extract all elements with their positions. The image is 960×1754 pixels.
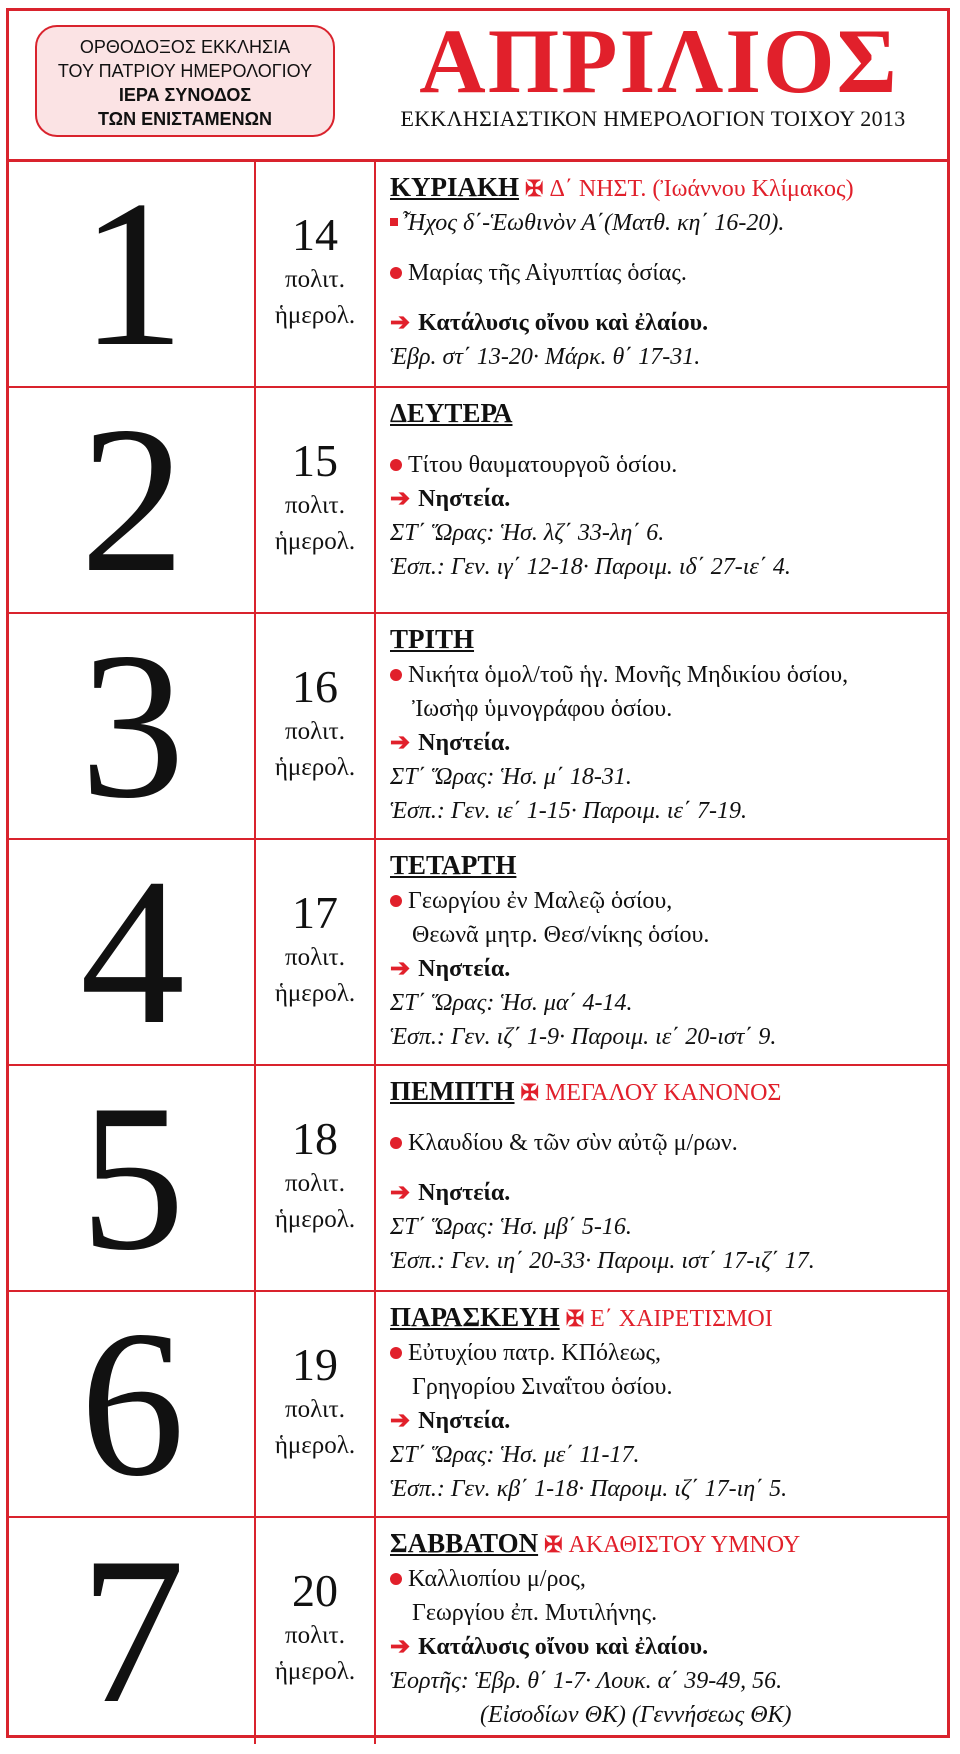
- day-number: 1: [80, 158, 185, 390]
- calendar-label: ἡμερολ.: [274, 1658, 356, 1685]
- vespers-reading: Ἑσπ.: Γεν. ιη΄ 20-33· Παροιμ. ιστ΄ 17-ιζ΄ 17.: [390, 1248, 815, 1274]
- arrow-icon: ➔: [390, 1180, 411, 1206]
- day-heading: [390, 1074, 950, 1110]
- cross-icon: ✠: [525, 176, 544, 201]
- synod-line-2: ΤΟΥ ΠΑΤΡΙΟΥ ΗΜΕΡΟΛΟΓΙΟΥ: [57, 61, 313, 81]
- day-details: [390, 170, 950, 374]
- calendar-subtitle: ΕΚΚΛΗΣΙΑΣΤΙΚΟΝ ΗΜΕΡΟΛΟΓΙΟΝ ΤΟΙΧΟΥ 2013: [400, 106, 906, 131]
- day-heading: [390, 848, 950, 884]
- vespers-reading: Ἑσπ.: Γεν. ιε΄ 1-15· Παροιμ. ιε΄ 7-19.: [390, 798, 747, 824]
- cross-icon: ✠: [544, 1532, 563, 1557]
- weekday-name: ΚΥΡΙΑΚΗ: [390, 172, 520, 202]
- red-dot-icon: [390, 1137, 402, 1149]
- cross-icon: ✠: [565, 1306, 585, 1331]
- saint-line: Μαρίας τῆς Αἰγυπτίας ὁσίας.: [390, 256, 950, 290]
- arrow-icon: ➔: [390, 730, 411, 756]
- weekday-name: ΔΕΥΤΕΡΑ: [390, 398, 513, 428]
- civil-label: πολιτ.: [285, 944, 345, 971]
- calendar-label: ἡμερολ.: [274, 980, 356, 1007]
- calendar-label: ἡμερολ.: [274, 1206, 356, 1233]
- arrow-icon: ➔: [390, 486, 411, 512]
- fasting-line: ➔ Νηστεία.: [390, 1408, 511, 1434]
- day-number: 7: [80, 1515, 185, 1747]
- old-calendar-date: 20: [292, 1565, 338, 1616]
- tone-line: Ἦχος δ΄-Ἑωθινὸν Α΄(Ματθ. κη΄ 16-20).: [390, 206, 950, 240]
- page-header: [9, 11, 947, 162]
- saint-line: Κλαυδίου & τῶν σὺν αὐτῷ μ/ρων.: [390, 1126, 950, 1160]
- saint-line: Νικήτα ὁμολ/τοῦ ἡγ. Μονῆς Μηδικίου ὁσίου,: [390, 658, 950, 692]
- vespers-reading: Ἑσπ.: Γεν. κβ΄ 1-18· Παροιμ. ιζ΄ 17-ιη΄ 5.: [390, 1476, 788, 1502]
- old-calendar-cell: [256, 162, 376, 386]
- day-number: 6: [80, 1288, 185, 1520]
- fasting-line: ➔ Νηστεία.: [390, 956, 511, 982]
- calendar-label: ἡμερολ.: [274, 528, 356, 555]
- day-row: [9, 384, 947, 616]
- vespers-reading: Ἑσπ.: Γεν. ιγ΄ 12-18· Παροιμ. ιδ΄ 27-ιε΄ 4.: [390, 554, 791, 580]
- old-calendar-date: 17: [292, 887, 338, 938]
- hours-reading: ΣΤ΄ Ὥρας: Ἡσ. μ΄ 18-31.: [390, 764, 632, 790]
- day-number-cell: [9, 1288, 256, 1520]
- arrow-icon: ➔: [390, 956, 411, 982]
- arrow-icon: ➔: [390, 1408, 411, 1434]
- day-number-cell: [9, 384, 256, 616]
- day-heading: [390, 396, 950, 432]
- day-details: [390, 1074, 950, 1278]
- synod-line-4: ΤΩΝ ΕΝΙΣΤΑΜΕΝΩΝ: [98, 109, 272, 129]
- old-calendar-date: 14: [292, 209, 338, 260]
- civil-label: πολιτ.: [285, 1396, 345, 1423]
- fasting-line: ➔ Νηστεία.: [390, 730, 511, 756]
- old-calendar-date: 15: [292, 435, 338, 486]
- day-number-cell: [9, 836, 256, 1068]
- weekday-name: ΣΑΒΒΑΤΟΝ: [390, 1528, 539, 1558]
- fasting-line: ➔ Νηστεία.: [390, 486, 511, 512]
- fasting-line: ➔ Νηστεία.: [390, 1180, 511, 1206]
- day-number: 3: [80, 610, 185, 842]
- weekday-name: ΤΡΙΤΗ: [390, 624, 475, 654]
- old-calendar-date: 19: [292, 1339, 338, 1390]
- old-calendar-cell: [256, 388, 376, 612]
- saint-line-2: Ἰωσὴφ ὑμνογράφου ὁσίου.: [412, 696, 673, 722]
- feast-title: Ε΄ ΧΑΙΡΕΤΙΣΜΟΙ: [590, 1306, 773, 1332]
- old-calendar-cell: [256, 840, 376, 1064]
- civil-label: πολιτ.: [285, 266, 345, 293]
- day-heading: [390, 1300, 950, 1336]
- vespers-reading: Ἑσπ.: Γεν. ιζ΄ 1-9· Παροιμ. ιε΄ 20-ιστ΄ 9.: [390, 1024, 777, 1050]
- day-details: [390, 622, 950, 828]
- day-row: [9, 1062, 947, 1294]
- red-dot-icon: [390, 267, 402, 279]
- red-dot-icon: [390, 895, 402, 907]
- saint-line: Γεωργίου ἐν Μαλεῷ ὁσίου,: [390, 884, 950, 918]
- day-row: [9, 836, 947, 1068]
- saint-line: Τίτου θαυματουργοῦ ὁσίου.: [390, 448, 950, 482]
- red-dot-icon: [390, 1573, 402, 1585]
- calendar-label: ἡμερολ.: [274, 1432, 356, 1459]
- day-number-cell: [9, 158, 256, 390]
- day-number: 2: [80, 384, 185, 616]
- synod-label-box: [35, 25, 335, 137]
- red-dot-icon: [390, 669, 402, 681]
- saint-line: Καλλιοπίου μ/ρος,: [390, 1562, 950, 1596]
- weekday-name: ΤΕΤΑΡΤΗ: [390, 850, 517, 880]
- day-row: [9, 158, 947, 390]
- old-calendar-date: 16: [292, 661, 338, 712]
- readings-line: Ἑβρ. στ΄ 13-20· Μάρκ. θ΄ 17-31.: [390, 344, 701, 370]
- old-calendar-cell: [256, 1066, 376, 1290]
- civil-label: πολιτ.: [285, 1170, 345, 1197]
- day-row: [9, 610, 947, 842]
- day-number: 4: [80, 836, 185, 1068]
- old-calendar-cell: [256, 1518, 376, 1744]
- arrow-icon: ➔: [390, 1634, 411, 1660]
- saint-line: Εὐτυχίου πατρ. ΚΠόλεως,: [390, 1336, 950, 1370]
- day-details: [390, 1300, 950, 1506]
- day-heading: [390, 622, 950, 658]
- saint-line-2: Γρηγορίου Σιναΐτου ὁσίου.: [412, 1374, 673, 1400]
- red-dot-icon: [390, 459, 402, 471]
- old-calendar-cell: [256, 1292, 376, 1516]
- readings-line: Ἑορτῆς: Ἑβρ. θ΄ 1-7· Λουκ. α΄ 39-49, 56.: [390, 1668, 783, 1694]
- hours-reading: ΣΤ΄ Ὥρας: Ἡσ. μβ΄ 5-16.: [390, 1214, 632, 1240]
- civil-label: πολιτ.: [285, 718, 345, 745]
- old-calendar-cell: [256, 614, 376, 838]
- day-details: [390, 1526, 950, 1732]
- day-number-cell: [9, 1515, 256, 1747]
- day-details: [390, 396, 950, 584]
- day-details: [390, 848, 950, 1054]
- feast-title: ΑΚΑΘΙΣΤΟΥ ΥΜΝΟΥ: [568, 1532, 801, 1558]
- arrow-icon: ➔: [390, 310, 411, 336]
- old-calendar-date: 18: [292, 1113, 338, 1164]
- feast-note: (Εἰσοδίων ΘΚ) (Γεννήσεως ΘΚ): [480, 1702, 792, 1728]
- feast-title: Δ΄ ΝΗΣΤ. (Ἰωάννου Κλίμακος): [549, 176, 854, 202]
- day-number-cell: [9, 610, 256, 842]
- day-number-cell: [9, 1062, 256, 1294]
- weekday-name: ΠΕΜΠΤΗ: [390, 1076, 515, 1106]
- synod-line-1: ΟΡΘΟΔΟΞΟΣ ΕΚΚΛΗΣΙΑ: [79, 37, 291, 57]
- fasting-line: ➔ Κατάλυσις οἴνου καὶ ἐλαίου.: [390, 310, 709, 336]
- fasting-line: ➔ Κατάλυσις οἴνου καὶ ἐλαίου.: [390, 1634, 709, 1660]
- hours-reading: ΣΤ΄ Ὥρας: Ἡσ. μα΄ 4-14.: [390, 990, 633, 1016]
- civil-label: πολιτ.: [285, 492, 345, 519]
- saint-line-2: Γεωργίου ἐπ. Μυτιλήνης.: [412, 1600, 658, 1626]
- day-heading: [390, 170, 950, 206]
- day-row: [9, 1515, 947, 1747]
- saint-line-2: Θεωνᾶ μητρ. Θεσ/νίκης ὁσίου.: [412, 922, 710, 948]
- civil-label: πολιτ.: [285, 1622, 345, 1649]
- feast-title: ΜΕΓΑΛΟΥ ΚΑΝΟΝΟΣ: [544, 1080, 782, 1106]
- cross-icon: ✠: [520, 1080, 539, 1105]
- hours-reading: ΣΤ΄ Ὥρας: Ἡσ. με΄ 11-17.: [390, 1442, 640, 1468]
- synod-line-3: ΙΕΡΑ ΣΥΝΟΔΟΣ: [118, 85, 252, 105]
- day-row: [9, 1288, 947, 1520]
- weekday-name: ΠΑΡΑΣΚΕΥΗ: [390, 1302, 560, 1332]
- calendar-label: ἡμερολ.: [274, 754, 356, 781]
- day-number: 5: [80, 1062, 185, 1294]
- month-title: ΑΠΡΙΛΙΟΣ: [419, 10, 899, 112]
- calendar-label: ἡμερολ.: [274, 302, 356, 329]
- calendar-page: [6, 8, 950, 1747]
- square-bullet-icon: [390, 218, 398, 226]
- hours-reading: ΣΤ΄ Ὥρας: Ἡσ. λζ΄ 33-λη΄ 6.: [390, 520, 665, 546]
- red-dot-icon: [390, 1347, 402, 1359]
- day-heading: [390, 1526, 950, 1562]
